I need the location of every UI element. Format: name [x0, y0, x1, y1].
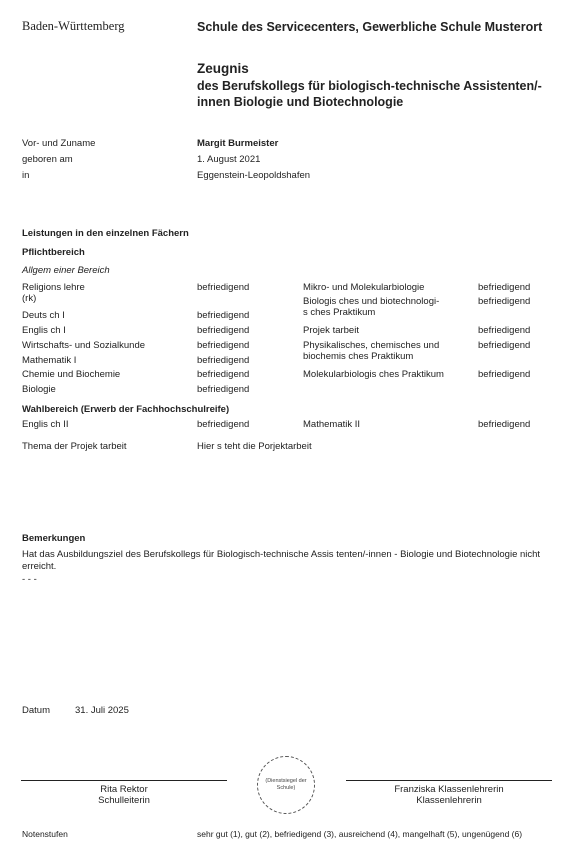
grades-scale-text: sehr gut (1), gut (2), befriedigend (3), ausreichend (4), mangelhaft (5), ungenügend (6) — [197, 829, 523, 839]
elective-subject-left: Englis ch II — [22, 419, 69, 430]
subject-left: Religions lehre (rk) — [22, 282, 85, 304]
class-teacher-role: Klassenlehrerin — [416, 795, 482, 806]
grade-right: befriedigend — [478, 340, 531, 351]
elective-heading: Wahlbereich (Erwerb der Fachhochschulreife) — [22, 404, 230, 415]
student-name: Margit Burmeister — [197, 138, 279, 149]
school-name: Schule des Servicecenters, Gewerbliche Schule Musterort — [197, 20, 543, 34]
date-label: Datum — [22, 705, 50, 716]
subject-right: Projek tarbeit — [303, 325, 359, 336]
born-label: geboren am — [22, 154, 73, 165]
subject-left: Wirtschafts- und Sozialkunde — [22, 340, 146, 351]
mandatory-heading: Pflichtbereich — [22, 247, 85, 258]
grade-right: befriedigend — [478, 282, 531, 293]
remarks-text: Hat das Ausbildungsziel des Berufskollegs für Biologisch-technische Assis tenten/-innen - Biologie und Biotechnologie nicht erreicht. — [22, 549, 541, 572]
grade-left: befriedigend — [197, 340, 250, 351]
performance-heading: Leistungen in den einzelnen Fächern — [22, 228, 189, 239]
remarks-heading: Bemerkungen — [22, 533, 86, 544]
grade-left: befriedigend — [197, 384, 250, 395]
birthplace-label: in — [22, 170, 30, 181]
certificate-subtitle: des Berufskollegs für biologisch-technische Assistenten/-innen Biologie und Biotechnologie — [197, 79, 542, 109]
project-topic: Hier s teht die Porjektarbeit — [197, 441, 312, 452]
subject-right: Molekularbiologis ches Praktikum — [303, 369, 444, 380]
grade-left: befriedigend — [197, 325, 250, 336]
grade-left: befriedigend — [197, 369, 250, 380]
subject-left: Englis ch I — [22, 325, 66, 336]
subject-left: Chemie und Biochemie — [22, 369, 121, 380]
signature-line-left — [21, 780, 227, 781]
grade-right: befriedigend — [478, 325, 531, 336]
elective-grade-right: befriedigend — [478, 419, 531, 430]
subject-left: Deuts ch I — [22, 310, 65, 321]
grade-left: befriedigend — [197, 355, 250, 366]
signature-line-right — [346, 780, 552, 781]
official-seal-placeholder — [257, 756, 315, 814]
general-heading: Allgem einer Bereich — [22, 265, 110, 276]
elective-grade-left: befriedigend — [197, 419, 250, 430]
birthplace: Eggenstein-Leopoldshafen — [197, 170, 311, 181]
subject-right: Physikalisches, chemisches und biochemis ches Praktikum — [303, 340, 440, 362]
grades-scale-label: Notenstufen — [22, 829, 68, 839]
state-name: Baden-Württemberg — [22, 19, 125, 33]
certificate-title: Zeugnis — [197, 61, 249, 76]
issue-date: 31. Juli 2025 — [75, 705, 129, 716]
birth-date: 1. August 2021 — [197, 154, 261, 165]
subject-right: Biologis ches und biotechnologi- s ches Praktikum — [303, 296, 440, 318]
project-label: Thema der Projek tarbeit — [22, 441, 127, 452]
seal-text: (Dienstsiegel der Schule) — [265, 778, 307, 791]
principal-name: Rita Rektor — [100, 784, 148, 795]
elective-subject-right: Mathematik II — [303, 419, 361, 430]
subject-left: Biologie — [22, 384, 56, 395]
grade-right: befriedigend — [478, 369, 531, 380]
subject-right: Mikro- und Molekularbiologie — [303, 282, 425, 293]
principal-role: Schulleiterin — [98, 795, 150, 806]
grade-left: befriedigend — [197, 310, 250, 321]
name-label: Vor- und Zuname — [22, 138, 96, 149]
subject-left: Mathematik I — [22, 355, 77, 366]
grade-left: befriedigend — [197, 282, 250, 293]
class-teacher-name: Franziska Klassenlehrerin — [394, 784, 504, 795]
grade-right: befriedigend — [478, 296, 531, 307]
remarks-dashes: - - - — [22, 574, 37, 585]
